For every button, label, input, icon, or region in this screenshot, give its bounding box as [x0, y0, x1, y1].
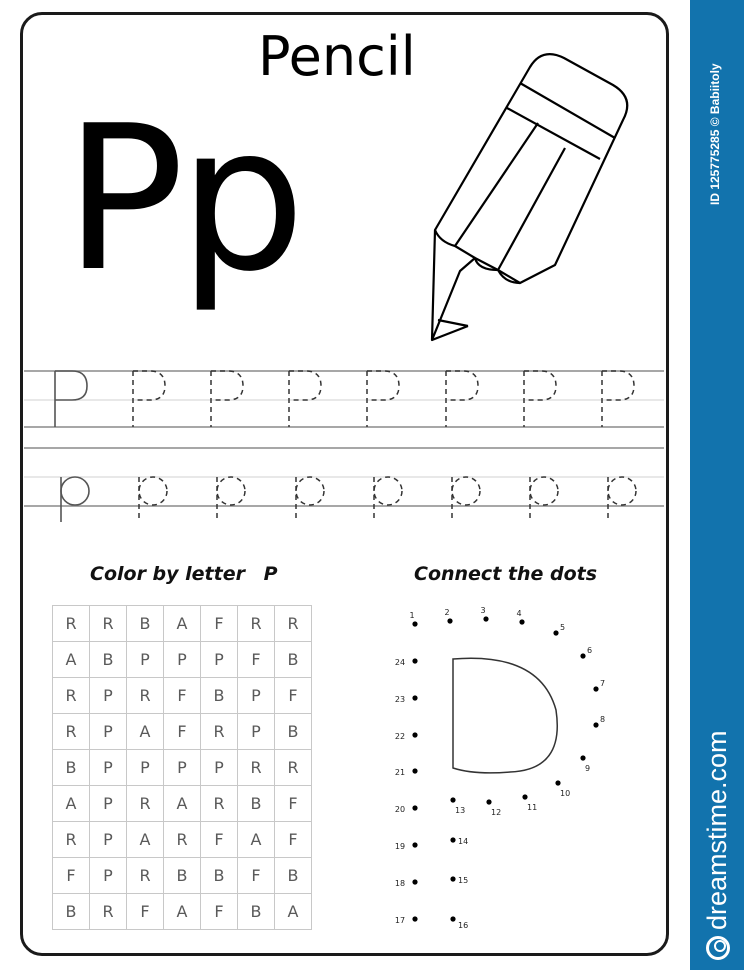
color-by-letter-grid	[52, 605, 312, 930]
lowercase-trace-row	[24, 446, 664, 526]
grid-cell[interactable]: A	[164, 786, 201, 822]
dot[interactable]	[412, 732, 417, 737]
dot-number: 5	[560, 623, 566, 632]
grid-cell[interactable]: R	[127, 858, 164, 894]
grid-cell[interactable]: P	[201, 750, 238, 786]
grid-cell[interactable]: P	[238, 714, 275, 750]
grid-cell[interactable]: B	[53, 750, 90, 786]
grid-cell[interactable]: F	[201, 894, 238, 930]
grid-row	[53, 858, 312, 894]
dot-number: 10	[560, 789, 571, 798]
grid-row	[53, 606, 312, 642]
grid-cell[interactable]: B	[127, 606, 164, 642]
grid-cell[interactable]: B	[275, 642, 312, 678]
target-letter: P	[263, 563, 278, 585]
grid-cell[interactable]: P	[127, 642, 164, 678]
dot[interactable]	[412, 805, 417, 810]
grid-cell[interactable]: P	[201, 642, 238, 678]
grid-cell[interactable]: R	[127, 786, 164, 822]
grid-cell[interactable]: R	[275, 606, 312, 642]
dot-number: 2	[444, 608, 450, 617]
grid-cell[interactable]: A	[127, 714, 164, 750]
grid-cell[interactable]: P	[90, 786, 127, 822]
grid-cell[interactable]: F	[275, 678, 312, 714]
grid-cell[interactable]: P	[90, 714, 127, 750]
dot[interactable]	[519, 619, 524, 624]
letter-pair: Pp	[64, 83, 300, 316]
grid-cell[interactable]: B	[201, 678, 238, 714]
grid-cell[interactable]: R	[53, 822, 90, 858]
uppercase-trace-row	[24, 368, 664, 428]
connect-dots-title: Connect the dots	[414, 563, 598, 585]
dot[interactable]	[486, 799, 491, 804]
color-by-letter-label: Color by letter	[90, 563, 245, 585]
dot-number: 18	[394, 879, 406, 888]
brand-name: dreamstime.com	[702, 730, 732, 930]
grid-row	[53, 786, 312, 822]
dot-number: 1	[409, 611, 415, 620]
brand-logo	[702, 730, 733, 960]
grid-row	[53, 678, 312, 714]
grid-cell[interactable]: B	[164, 858, 201, 894]
dot[interactable]	[555, 780, 560, 785]
grid-cell[interactable]: A	[164, 606, 201, 642]
pencil-illustration	[430, 40, 645, 345]
grid-cell[interactable]: R	[201, 786, 238, 822]
grid-cell[interactable]: F	[275, 786, 312, 822]
grid-row	[53, 894, 312, 930]
grid-cell[interactable]: B	[201, 858, 238, 894]
dot[interactable]	[450, 916, 455, 921]
grid-cell[interactable]: P	[90, 858, 127, 894]
grid-cell[interactable]: R	[127, 678, 164, 714]
grid-cell[interactable]: B	[90, 642, 127, 678]
dot[interactable]	[447, 618, 452, 623]
dot-number: 17	[394, 916, 406, 925]
dot-number: 22	[394, 732, 406, 741]
grid-cell[interactable]: F	[53, 858, 90, 894]
grid-cell[interactable]: P	[127, 750, 164, 786]
dot-number: 14	[458, 837, 469, 846]
grid-cell[interactable]: P	[164, 642, 201, 678]
dot-number: 9	[585, 764, 591, 773]
grid-cell[interactable]: R	[164, 822, 201, 858]
grid-row	[53, 642, 312, 678]
grid-cell[interactable]: R	[275, 750, 312, 786]
dot[interactable]	[412, 621, 417, 626]
grid-row	[53, 822, 312, 858]
grid-cell[interactable]: A	[275, 894, 312, 930]
dot[interactable]	[522, 794, 527, 799]
grid-cell[interactable]: F	[238, 858, 275, 894]
grid-cell[interactable]: R	[238, 606, 275, 642]
dot-number: 20	[394, 805, 406, 814]
grid-cell[interactable]: P	[238, 678, 275, 714]
dot[interactable]	[483, 616, 488, 621]
dot-number: 19	[394, 842, 406, 851]
grid-cell[interactable]: A	[127, 822, 164, 858]
grid-cell[interactable]: P	[90, 822, 127, 858]
dot-number: 23	[394, 695, 406, 704]
grid-cell[interactable]: R	[201, 714, 238, 750]
dot[interactable]	[580, 653, 585, 658]
grid-cell[interactable]: F	[201, 606, 238, 642]
dot-number: 21	[394, 768, 406, 777]
dot-number: 16	[458, 921, 469, 930]
grid-cell[interactable]: R	[90, 894, 127, 930]
grid-cell[interactable]: A	[164, 894, 201, 930]
letter-d-outline	[453, 658, 557, 773]
dot[interactable]	[450, 797, 455, 802]
stock-watermark-bar	[690, 0, 744, 970]
dot[interactable]	[412, 658, 417, 663]
grid-cell[interactable]: F	[201, 822, 238, 858]
grid-cell[interactable]: R	[53, 606, 90, 642]
color-by-letter-title	[90, 563, 278, 585]
dot-number: 15	[458, 876, 469, 885]
dot-number: 24	[394, 658, 406, 667]
grid-cell[interactable]: B	[275, 858, 312, 894]
dot-number: 3	[480, 606, 486, 615]
dot[interactable]	[412, 916, 417, 921]
dot-number: 6	[587, 646, 593, 655]
grid-cell[interactable]: B	[238, 894, 275, 930]
grid-cell[interactable]: F	[164, 678, 201, 714]
dot-number: 11	[527, 803, 538, 812]
grid-cell[interactable]: B	[53, 894, 90, 930]
word-title: Pencil	[258, 25, 416, 88]
grid-cell[interactable]: P	[164, 750, 201, 786]
dot[interactable]	[412, 768, 417, 773]
grid-cell[interactable]: R	[238, 750, 275, 786]
image-id-text: ID 125775285 © Babiitoly	[708, 63, 722, 205]
grid-cell[interactable]: A	[53, 642, 90, 678]
dot[interactable]	[553, 630, 558, 635]
dot-number: 12	[491, 808, 502, 817]
dot[interactable]	[412, 695, 417, 700]
dot-number: 4	[516, 609, 522, 618]
grid-cell[interactable]: B	[238, 786, 275, 822]
swirl-logo-icon	[706, 936, 730, 960]
dot-number: 8	[600, 715, 606, 724]
grid-cell[interactable]: A	[53, 786, 90, 822]
dot[interactable]	[593, 722, 598, 727]
grid-row	[53, 714, 312, 750]
grid-cell[interactable]: R	[90, 606, 127, 642]
grid-cell[interactable]: R	[53, 714, 90, 750]
grid-cell[interactable]: P	[90, 678, 127, 714]
dot[interactable]	[412, 842, 417, 847]
grid-cell[interactable]: B	[275, 714, 312, 750]
grid-cell[interactable]: F	[238, 642, 275, 678]
dot-number: 7	[600, 679, 606, 688]
grid-cell[interactable]: P	[90, 750, 127, 786]
grid-cell[interactable]: F	[164, 714, 201, 750]
dot[interactable]	[593, 686, 598, 691]
dot[interactable]	[412, 879, 417, 884]
grid-cell[interactable]: A	[238, 822, 275, 858]
dot[interactable]	[450, 837, 455, 842]
dot[interactable]	[580, 755, 585, 760]
grid-row	[53, 750, 312, 786]
dot-number: 13	[455, 806, 466, 815]
grid-cell[interactable]: R	[53, 678, 90, 714]
grid-cell[interactable]: F	[127, 894, 164, 930]
dot[interactable]	[450, 876, 455, 881]
grid-cell[interactable]: F	[275, 822, 312, 858]
connect-dots-puzzle	[380, 600, 630, 940]
